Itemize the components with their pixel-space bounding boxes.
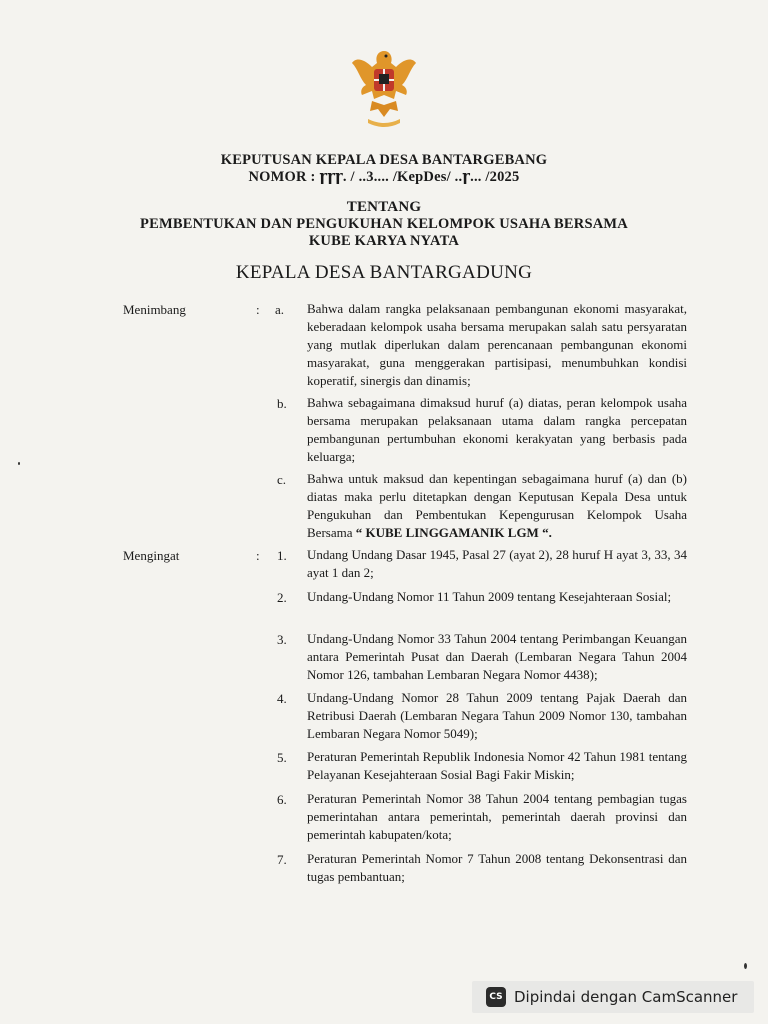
mengingat-item-6: Peraturan Pemerintah Nomor 38 Tahun 2004 tentang pembagian tugas pemerintahan antara pemerintah, pemerintah daerah provinsi dan pemerintah kabupaten/kota; xyxy=(307,791,687,842)
mengingat-mark-2: 2. xyxy=(277,590,287,605)
mengingat-mark-6: 6. xyxy=(277,792,287,807)
mengingat-mark-5: 5. xyxy=(277,750,287,765)
issuer-heading: KEPALA DESA BANTARGADUNG xyxy=(235,262,533,283)
camscanner-logo-icon: CS xyxy=(486,987,506,1007)
menimbang-item-c-bold: “ KUBE LINGGAMANIK LGM “. xyxy=(355,525,552,540)
mengingat-label: Mengingat xyxy=(123,548,180,563)
mengingat-item-2: Undang-Undang Nomor 11 Tahun 2009 tentang Kesejahteraan Sosial; xyxy=(307,589,672,604)
mengingat-mark-3: 3. xyxy=(277,632,287,647)
mengingat-item-3: Undang-Undang Nomor 33 Tahun 2004 tentang Perimbangan Keuangan antara Pemerintah Pusat dan Daerah (Lembaran Negara Tahun 2004 Nomor 126, tambahan Lembaran Negara Nomor 4438); xyxy=(307,631,687,682)
menimbang-colon: : xyxy=(256,302,260,317)
mengingat-mark-7: 7. xyxy=(277,852,287,867)
tentang-heading: TENTANG xyxy=(346,199,422,215)
mengingat-item-5: Peraturan Pemerintah Republik Indonesia Nomor 42 Tahun 1981 tentang Pelayanan Kesejahteraan Sosial Bagi Fakir Miskin; xyxy=(307,749,687,782)
menimbang-mark-c: c. xyxy=(277,472,287,487)
menimbang-item-c xyxy=(307,470,687,542)
decree-subject-line2: KUBE KARYA NYATA xyxy=(308,233,460,249)
decree-number: NOMOR : ꞅꞅꞅ. / ..3.... /KepDes/ ..ꞅ... /2025 xyxy=(248,169,520,185)
decree-subject-line1: PEMBENTUKAN DAN PENGUKUHAN KELOMPOK USAHA BERSAMA xyxy=(140,216,628,232)
scan-speck xyxy=(744,963,747,969)
menimbang-item-c-text: Bahwa untuk maksud dan kepentingan sebagaimana huruf (a) dan (b) diatas maka perlu ditetapkan dengan Keputusan Kepala Desa untuk Pengukuhan dan Pembentukan Kepengurusan Kelompok Usaha Bersama xyxy=(307,471,687,540)
mengingat-item-7: Peraturan Pemerintah Nomor 7 Tahun 2008 tentang Dekonsentrasi dan tugas pembantuan; xyxy=(307,851,687,884)
camscanner-watermark xyxy=(472,981,754,1013)
menimbang-item-a: Bahwa dalam rangka pelaksanaan pembangunan ekonomi masyarakat, keberadaan kelompok usaha bersama merupakan salah satu persyaratan yang mutlak diperlukan dalam perencanaan pembangunan ekonomi masyarakat, guna menggerakan partisipasi, menumbuhkan kondisi koperatif, sinergis dan dinamis; xyxy=(307,301,687,388)
mengingat-colon: : xyxy=(256,548,260,563)
mengingat-item-1: Undang Undang Dasar 1945, Pasal 27 (ayat 2), 28 huruf H ayat 3, 33, 34 ayat 1 dan 2; xyxy=(307,547,687,580)
mengingat-item-4: Undang-Undang Nomor 28 Tahun 2009 tentang Pajak Daerah dan Retribusi Daerah (Lembaran Negara Tahun 2009 Nomor 130, tambahan Lembaran Negara Nomor 5049); xyxy=(307,690,687,741)
menimbang-label: Menimbang xyxy=(123,302,186,317)
menimbang-mark-a: a. xyxy=(275,302,285,317)
menimbang-item-b: Bahwa sebagaimana dimaksud huruf (a) diatas, peran kelompok usaha bersama merupakan pelaksanaan utama dalam rangka percepatan pembangunan pertumbuhan ekonomi kerakyatan yang berbasis pada keluarga; xyxy=(307,395,687,464)
garuda-emblem-icon xyxy=(350,45,418,135)
menimbang-mark-b: b. xyxy=(277,396,287,411)
decree-title: KEPUTUSAN KEPALA DESA BANTARGEBANG xyxy=(220,152,548,168)
camscanner-text: Dipindai dengan CamScanner xyxy=(514,988,738,1006)
mengingat-mark-1: 1. xyxy=(277,548,287,563)
mengingat-mark-4: 4. xyxy=(277,691,287,706)
scan-speck xyxy=(18,462,20,465)
